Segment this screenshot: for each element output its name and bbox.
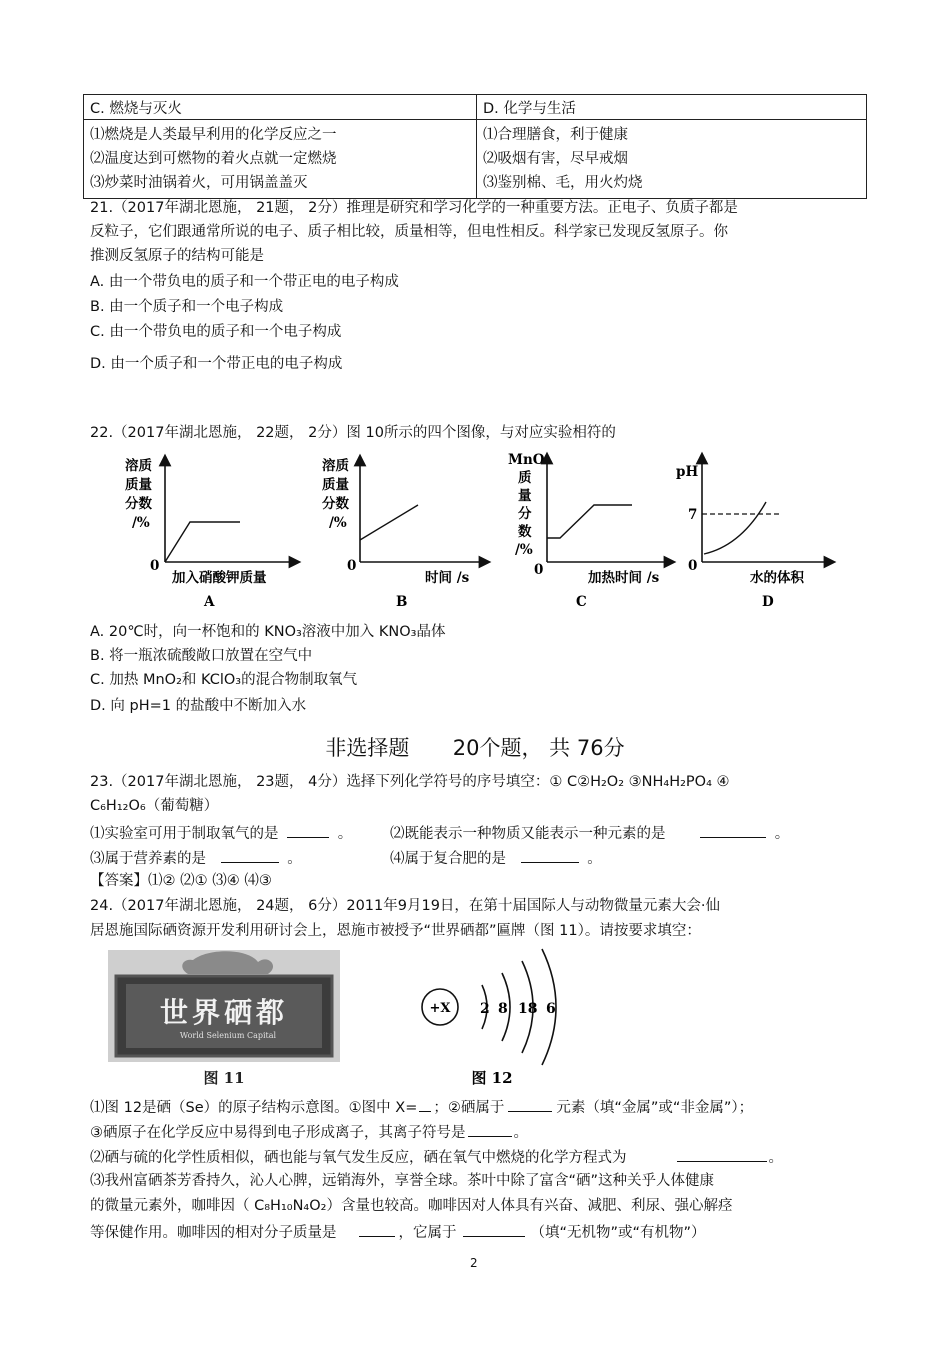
q22-option: D. 向 pH=1 的盐酸中不断加入水 (90, 698, 307, 714)
tick-label: 7 (688, 507, 698, 523)
origin-label: 0 (534, 562, 544, 578)
y-label: /% (329, 515, 347, 531)
y-label: /% (132, 515, 150, 531)
origin-label: 0 (347, 558, 357, 574)
origin-label: 0 (688, 558, 698, 574)
y-label: MnO₂ (508, 452, 551, 468)
table-cell-c (84, 120, 477, 199)
y-label: 分数 (322, 496, 349, 512)
x-label: 加热时间 /s (588, 570, 660, 586)
q21-line: 推测反氢原子的结构可能是 (90, 248, 264, 264)
plaque-title: 世界硒都 (159, 996, 289, 1029)
q24-line: 居恩施国际硒资源开发利用研讨会上，恩施市被授予“世界硒都”匾牌（图 11）。请按要求填空： (90, 923, 701, 939)
y-label: 溶质 (125, 458, 152, 474)
plaque-subtitle: World Selenium Capital (179, 1031, 277, 1040)
chart-a (125, 457, 295, 610)
answer-blank[interactable] (287, 822, 329, 838)
shell-electrons: 2 (480, 1001, 490, 1017)
series-line (360, 505, 418, 540)
origin-label: 0 (150, 558, 160, 574)
chart-b (322, 457, 485, 610)
figure-11-plaque (108, 950, 340, 1090)
answer-blank[interactable] (359, 1221, 395, 1237)
y-label: 质量 (125, 477, 152, 493)
answer-blank[interactable] (221, 847, 279, 863)
y-label: 分数 (125, 496, 152, 512)
table-item: ⑶炒菜时油锅着火，可用锅盖盖灭 (90, 175, 308, 191)
q24-sub: 等保健作用。咖啡因的相对分子质量是 ，它属于 （填“无机物”或“有机物”） (90, 1221, 706, 1243)
nucleus-charge: +X (429, 1001, 451, 1016)
q22-option: C. 加热 MnO₂和 KClO₃的混合物制取氧气 (90, 672, 358, 688)
answer-blank[interactable] (419, 1096, 431, 1112)
q23-line: C₆H₁₂O₆（葡萄糖） (90, 798, 219, 814)
table-item: ⑴燃烧是人类最早利用的化学反应之一 (90, 127, 337, 143)
q21-option: C. 由一个带负电的质子和一个电子构成 (90, 324, 342, 340)
section-count: 20个题， 共 76分 (452, 736, 625, 760)
q23-part: ⑵既能表示一种物质又能表示一种元素的是 。 (390, 822, 789, 844)
answer-blank[interactable] (700, 822, 766, 838)
section-heading (0, 732, 950, 762)
q24-sub: 的微量元素外，咖啡因（ C₈H₁₀N₄O₂）含量也较高。咖啡因对人体具有兴奋、减肥、利尿、强心解痉 (90, 1198, 733, 1214)
figure-12-atom (410, 945, 590, 1090)
q23-part: ⑶属于营养素的是 。 (90, 847, 302, 869)
table-cell-d (477, 120, 867, 199)
table-item: ⑴合理膳食，利于健康 (483, 127, 628, 143)
shell-electrons: 18 (518, 1001, 538, 1017)
table-head-c: C. 燃烧与灭火 (84, 95, 477, 120)
q21-option: D. 由一个质子和一个带正电的电子构成 (90, 356, 343, 372)
x-label: 水的体积 (750, 570, 804, 586)
panel-label: C (576, 594, 587, 610)
series-line (704, 502, 766, 554)
q21-line: 21.（2017年湖北恩施， 21题， 2分）推理是研究和学习化学的一种重要方法。正电子、负质子都是 (90, 200, 738, 216)
q22-option: A. 20℃时，向一杯饱和的 KNO₃溶液中加入 KNO₃晶体 (90, 624, 446, 640)
section-title: 非选择题 (325, 736, 410, 760)
q22-stem: 22.（2017年湖北恩施， 22题， 2分）图 10所示的四个图像，与对应实验相符的 (90, 425, 616, 441)
series-line (165, 522, 240, 562)
table-item: ⑶鉴别棉、毛，用火灼烧 (483, 175, 643, 191)
table-item: ⑵温度达到可燃物的着火点就一定燃烧 (90, 151, 337, 167)
table-item: ⑵吸烟有害，尽早戒烟 (483, 151, 628, 167)
answer-blank[interactable] (677, 1146, 767, 1162)
q24-line: 24.（2017年湖北恩施， 24题， 6分）2011年9月19日，在第十届国际人与动物微量元素大会·仙 (90, 898, 721, 914)
q23-line: 23.（2017年湖北恩施， 23题， 4分）选择下列化学符号的序号填空：① C②H₂O₂ ③NH₄H₂PO₄ ④ (90, 774, 730, 790)
shell-electrons: 6 (546, 1001, 556, 1017)
y-label: 质 (518, 470, 532, 486)
q21-option: B. 由一个质子和一个电子构成 (90, 299, 284, 315)
panel-label: D (762, 594, 774, 610)
answer-blank[interactable] (463, 1221, 525, 1237)
figure-caption: 图 11 (203, 1069, 245, 1087)
series-line (547, 505, 632, 538)
answer-blank[interactable] (468, 1121, 512, 1137)
q23-part: ⑷属于复合肥的是 。 (390, 847, 602, 869)
panel-label: A (204, 594, 215, 610)
y-label: 质量 (322, 477, 349, 493)
panel-label: B (396, 594, 408, 610)
q23-answer: 【答案】⑴② ⑵① ⑶④ ⑷③ (90, 873, 272, 889)
options-table (83, 94, 867, 199)
q24-sub: ⑵硒与硫的化学性质相似，硒也能与氧气发生反应，硒在氧气中燃烧的化学方程式为 。 (90, 1146, 783, 1168)
figure-caption: 图 12 (471, 1069, 513, 1087)
y-label: pH (676, 464, 699, 480)
q21-line: 反粒子，它们跟通常所说的电子、质子相比较，质量相等，但电性相反。科学家已发现反氢原子。你 (90, 224, 728, 240)
figure-10-charts (110, 450, 840, 615)
q21-option: A. 由一个带负电的质子和一个带正电的电子构成 (90, 274, 399, 290)
table-head-d: D. 化学与生活 (477, 95, 867, 120)
q24-sub: ③硒原子在化学反应中易得到电子形成离子，其离子符号是 。 (90, 1121, 528, 1143)
chart-c (508, 452, 670, 610)
q24-sub: ⑶我州富硒茶芳香持久，沁人心脾，远销海外，享誉全球。茶叶中除了富含“硒”这种关乎人体健康 (90, 1173, 715, 1189)
y-label: 量 (518, 488, 532, 504)
q24-sub: ⑴图 12是硒（Se）的原子结构示意图。①图中 X= ；②硒属于 元素（填“金属”或“非金属”）； (90, 1096, 753, 1118)
q22-option: B. 将一瓶浓硫酸敞口放置在空气中 (90, 648, 313, 664)
x-label: 时间 /s (425, 570, 470, 586)
shell-electrons: 8 (498, 1001, 508, 1017)
y-label: /% (515, 542, 533, 558)
y-label: 溶质 (322, 458, 349, 474)
y-label: 分 (518, 506, 532, 522)
answer-blank[interactable] (521, 847, 579, 863)
y-label: 数 (518, 524, 532, 540)
page-number: 2 (470, 1256, 478, 1270)
q23-part: ⑴实验室可用于制取氧气的是 。 (90, 822, 352, 844)
chart-d (676, 458, 830, 610)
answer-blank[interactable] (508, 1096, 552, 1112)
x-label: 加入硝酸钾质量 (172, 570, 267, 586)
